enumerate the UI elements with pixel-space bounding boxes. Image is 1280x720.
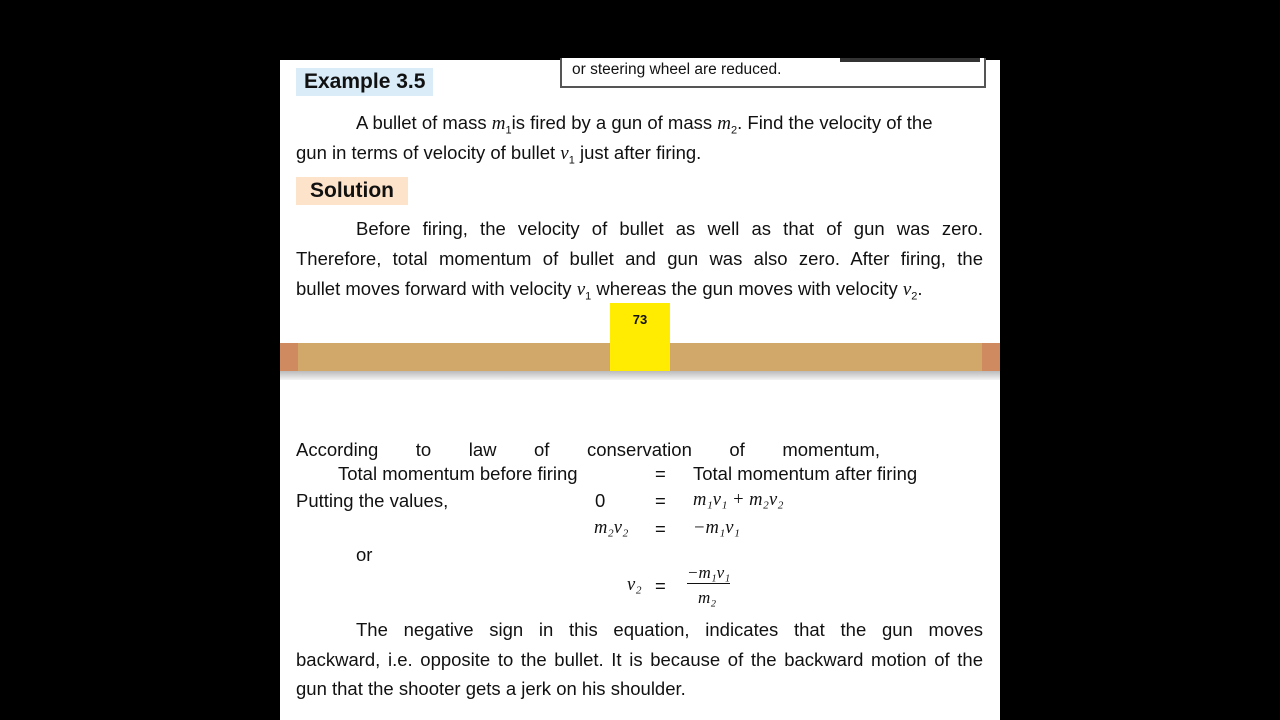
- band-right-cap: [982, 343, 1000, 371]
- negative-line-1: The negative sign in this equation, indicates that the gun moves: [356, 619, 983, 640]
- equals-sign: =: [655, 490, 666, 511]
- negative-line-2: backward, i.e. opposite to the bullet. It is because of the backward motion of the: [296, 649, 983, 670]
- page-break-shadow: [280, 371, 1000, 380]
- math-v: v: [902, 279, 912, 300]
- fraction-numerator: −m₁v₁: [687, 563, 731, 582]
- zero-value: 0: [595, 490, 606, 511]
- page-bottom: [280, 380, 1000, 720]
- negative-line-3: gun that the shooter gets a jerk on his shoulder.: [296, 678, 686, 699]
- fraction-denominator: m₂: [698, 588, 717, 607]
- side-note-box: [560, 58, 986, 88]
- subscript: 1: [585, 290, 592, 303]
- solution-line-1: Before firing, the velocity of bullet as well as that of gun was zero.: [356, 218, 983, 239]
- math-m: m: [717, 113, 731, 134]
- equation-rhs-1: m₁v₁ + m₂v₂: [693, 490, 784, 510]
- text: A bullet of mass: [356, 112, 492, 133]
- total-after-label: Total momentum after firing: [693, 463, 918, 484]
- side-note-text: or steering wheel are reduced.: [572, 61, 782, 78]
- text: . Find the velocity of the: [737, 112, 933, 133]
- page-number: 73: [610, 303, 670, 371]
- text: is fired by a gun of mass: [511, 112, 718, 133]
- text: whereas the gun moves with velocity: [591, 278, 903, 299]
- text: just after firing.: [574, 142, 702, 163]
- subscript: 1: [505, 124, 512, 137]
- band-left-cap: [280, 343, 298, 371]
- equals-sign: =: [655, 575, 666, 596]
- subscript: 2: [730, 124, 738, 137]
- side-note-photo: [840, 58, 980, 62]
- putting-values-label: Putting the values,: [296, 490, 449, 511]
- equals-sign: =: [655, 463, 666, 484]
- solution-heading: Solution: [296, 177, 408, 205]
- math-v: v: [576, 279, 586, 300]
- subscript: 2: [911, 290, 918, 303]
- text: bullet moves forward with velocity: [296, 278, 577, 299]
- example-heading: Example 3.5: [296, 68, 433, 96]
- equals-sign: =: [655, 518, 666, 539]
- text: .: [917, 278, 923, 299]
- subscript: 1: [568, 154, 575, 167]
- according-line: According to law of conservation of momentum,: [296, 439, 880, 460]
- equation-lhs-3: v₂: [627, 575, 642, 595]
- solution-line-2: Therefore, total momentum of bullet and gun was also zero. After firing, the: [296, 248, 983, 269]
- equation-lhs-2: m₂v₂: [594, 518, 629, 538]
- example-line-2: [296, 138, 701, 176]
- or-word: or: [356, 544, 373, 565]
- equation-rhs-2: −m₁v₁: [693, 518, 740, 538]
- total-before-label: Total momentum before firing: [338, 463, 578, 484]
- math-v: v: [560, 143, 569, 164]
- text: gun in terms of velocity of bullet: [296, 142, 561, 163]
- math-m: m: [491, 113, 506, 134]
